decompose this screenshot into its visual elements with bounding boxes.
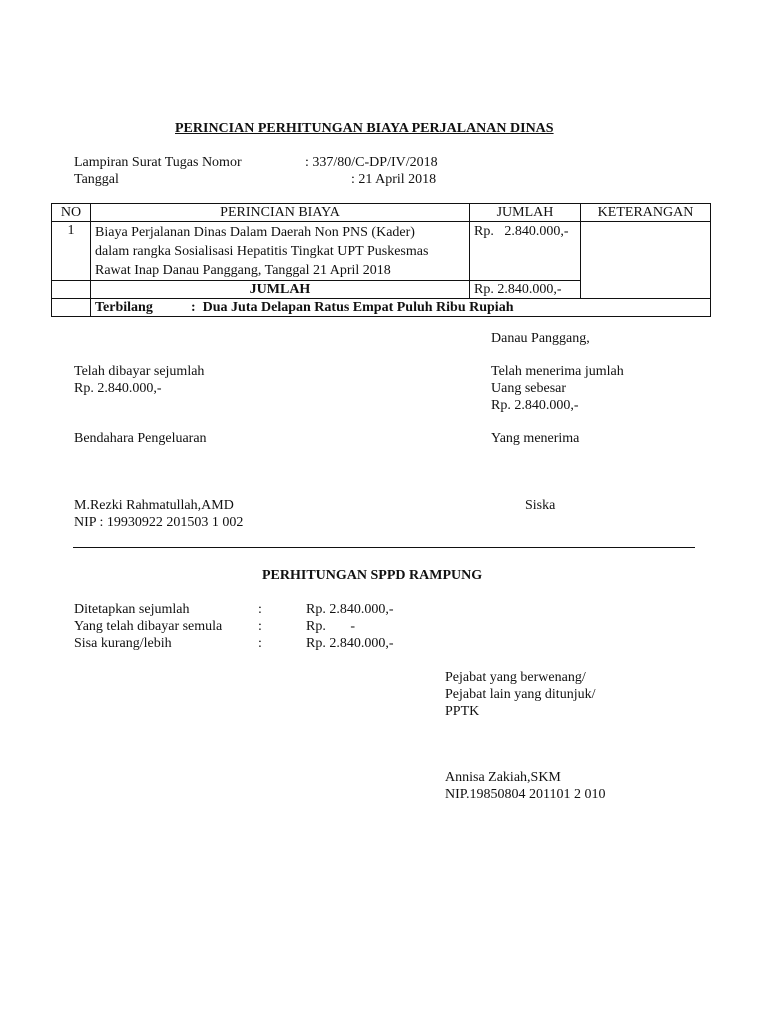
terbilang-value: : Dua Juta Delapan Ratus Empat Puluh Ribu Rupiah	[191, 300, 514, 315]
table-header-row	[52, 204, 711, 222]
total-label: JUMLAH	[91, 281, 470, 299]
lampiran-label: Lampiran Surat Tugas Nomor	[74, 155, 242, 170]
official-name: Annisa Zakiah,SKM	[445, 770, 561, 785]
penerima-name: Siska	[525, 498, 556, 513]
terbilang-empty	[52, 299, 91, 317]
paid-label: Telah dibayar sejumlah	[74, 364, 205, 379]
row-jumlah: Rp. 2.840.000,-	[470, 222, 581, 281]
row-keterangan	[581, 222, 711, 299]
separator-line	[73, 547, 695, 548]
row-perincian-line-2: dalam rangka Sosialisasi Hepatitis Tingkat UPT Puskesmas	[95, 244, 429, 259]
header-keterangan: KETERANGAN	[581, 204, 711, 222]
row-perincian-line-3: Rawat Inap Danau Panggang, Tanggal 21 April 2018	[95, 263, 391, 278]
sppd-row-2-colon: :	[258, 619, 262, 634]
bendahara-name: M.Rezki Rahmatullah,AMD	[74, 498, 234, 513]
sppd-row-3-value: Rp. 2.840.000,-	[306, 636, 394, 651]
header-no: NO	[52, 204, 91, 222]
received-line-2: Uang sebesar	[491, 381, 567, 396]
row-no: 1	[52, 222, 91, 281]
bendahara-role: Bendahara Pengeluaran	[74, 431, 207, 446]
total-empty	[52, 281, 91, 299]
sppd-row-1-colon: :	[258, 602, 262, 617]
penerima-role: Yang menerima	[491, 431, 580, 446]
row-perincian	[91, 222, 470, 281]
perincian-table	[51, 203, 711, 317]
sppd-row-1-value: Rp. 2.840.000,-	[306, 602, 394, 617]
sppd-row-2-label: Yang telah dibayar semula	[74, 619, 223, 634]
sppd-row-2-value: Rp. -	[306, 619, 355, 634]
received-amount: Rp. 2.840.000,-	[491, 398, 579, 413]
official-line-2: Pejabat lain yang ditunjuk/	[445, 687, 596, 702]
official-nip: NIP.19850804 201101 2 010	[445, 787, 606, 802]
sppd-row-1-label: Ditetapkan sejumlah	[74, 602, 190, 617]
header-jumlah: JUMLAH	[470, 204, 581, 222]
official-line-1: Pejabat yang berwenang/	[445, 670, 586, 685]
document-title: PERINCIAN PERHITUNGAN BIAYA PERJALANAN DINAS	[175, 121, 554, 136]
terbilang-cell	[91, 299, 711, 317]
row-perincian-line-1: Biaya Perjalanan Dinas Dalam Daerah Non PNS (Kader)	[95, 225, 415, 240]
terbilang-label: Terbilang	[95, 300, 153, 315]
tanggal-value: : 21 April 2018	[351, 172, 437, 187]
tanggal-label: Tanggal	[74, 172, 119, 187]
header-perincian: PERINCIAN BIAYA	[91, 204, 470, 222]
received-line-1: Telah menerima jumlah	[491, 364, 624, 379]
paid-amount: Rp. 2.840.000,-	[74, 381, 162, 396]
terbilang-row	[52, 299, 711, 317]
sppd-title: PERHITUNGAN SPPD RAMPUNG	[262, 568, 483, 583]
total-value: Rp. 2.840.000,-	[470, 281, 581, 299]
sppd-row-3-label: Sisa kurang/lebih	[74, 636, 172, 651]
bendahara-nip: NIP : 19930922 201503 1 002	[74, 515, 244, 530]
signature-place: Danau Panggang,	[491, 331, 590, 346]
official-line-3: PPTK	[445, 704, 480, 719]
lampiran-value: : 337/80/C-DP/IV/2018	[305, 155, 438, 170]
table-row	[52, 222, 711, 281]
sppd-row-3-colon: :	[258, 636, 262, 651]
